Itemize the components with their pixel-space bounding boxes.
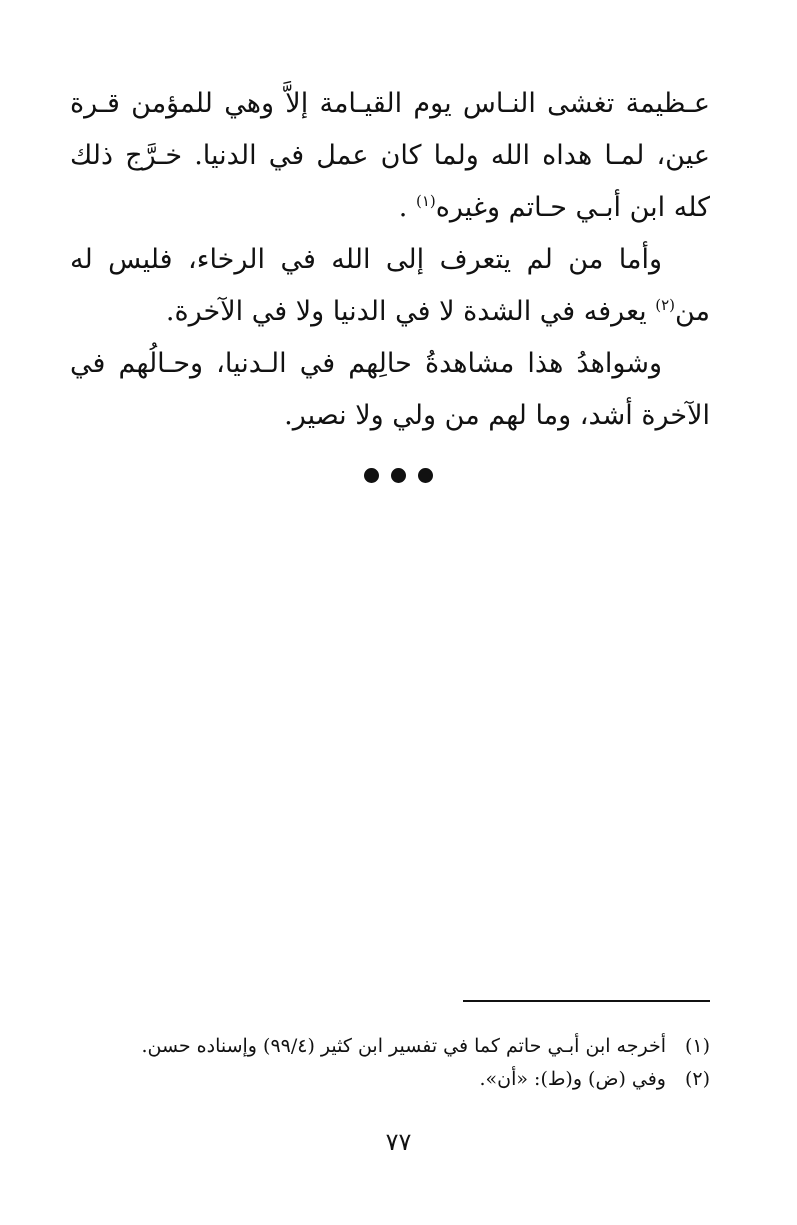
separator-dot: [391, 468, 406, 483]
separator-dot: [418, 468, 433, 483]
paragraph-3: [70, 338, 710, 442]
footnote-divider: [463, 1000, 710, 1002]
page-number: ٧٧: [385, 1128, 412, 1156]
footnotes: [100, 1030, 710, 1096]
footnote-1-text: أخرجه ابن أبـي حاتم كما في تفسير ابن كثير (٩٩/٤) وإسناده حسن.: [141, 1035, 666, 1057]
footnote-2-text: وفي (ض) و(ط): «أن».: [479, 1068, 666, 1090]
section-separator: [0, 462, 797, 488]
paragraph-1-text: عـظيمة تغشى النـاس يوم القيـامة إلاَّ وهي للمؤمن قـرة عين، لمـا هداه الله ولما كان عمل في الدنيا. خـرَّج ذلك كله ابن أبـي حـاتم وغيره: [70, 88, 710, 223]
footnote-1: [100, 1030, 710, 1063]
footnote-2-number: (٢): [684, 1068, 710, 1090]
footnote-1-number: (١): [684, 1035, 710, 1057]
paragraph-3-text: وشواهدُ هذا مشاهدةُ حالِهم في الـدنيا، وحـالُهم في الآخرة أشد، وما لهم من ولي ولا نصير.: [70, 348, 710, 431]
paragraph-2: [70, 234, 710, 338]
paragraph-1-tail: .: [398, 192, 416, 223]
footnote-ref-1: (١): [415, 192, 436, 210]
paragraph-2-text: وأما من لم يتعرف إلى الله في الرخاء، فليس له من: [70, 244, 710, 327]
separator-dot: [364, 468, 379, 483]
footnote-ref-2: (٢): [655, 296, 675, 314]
separator-dots-icon: [358, 462, 439, 488]
footnote-2: [100, 1063, 710, 1096]
paragraph-1: [70, 78, 710, 234]
main-text: [70, 78, 710, 442]
paragraph-2-tail: يعرفه في الشدة لا في الدنيا ولا في الآخرة.: [165, 296, 656, 327]
